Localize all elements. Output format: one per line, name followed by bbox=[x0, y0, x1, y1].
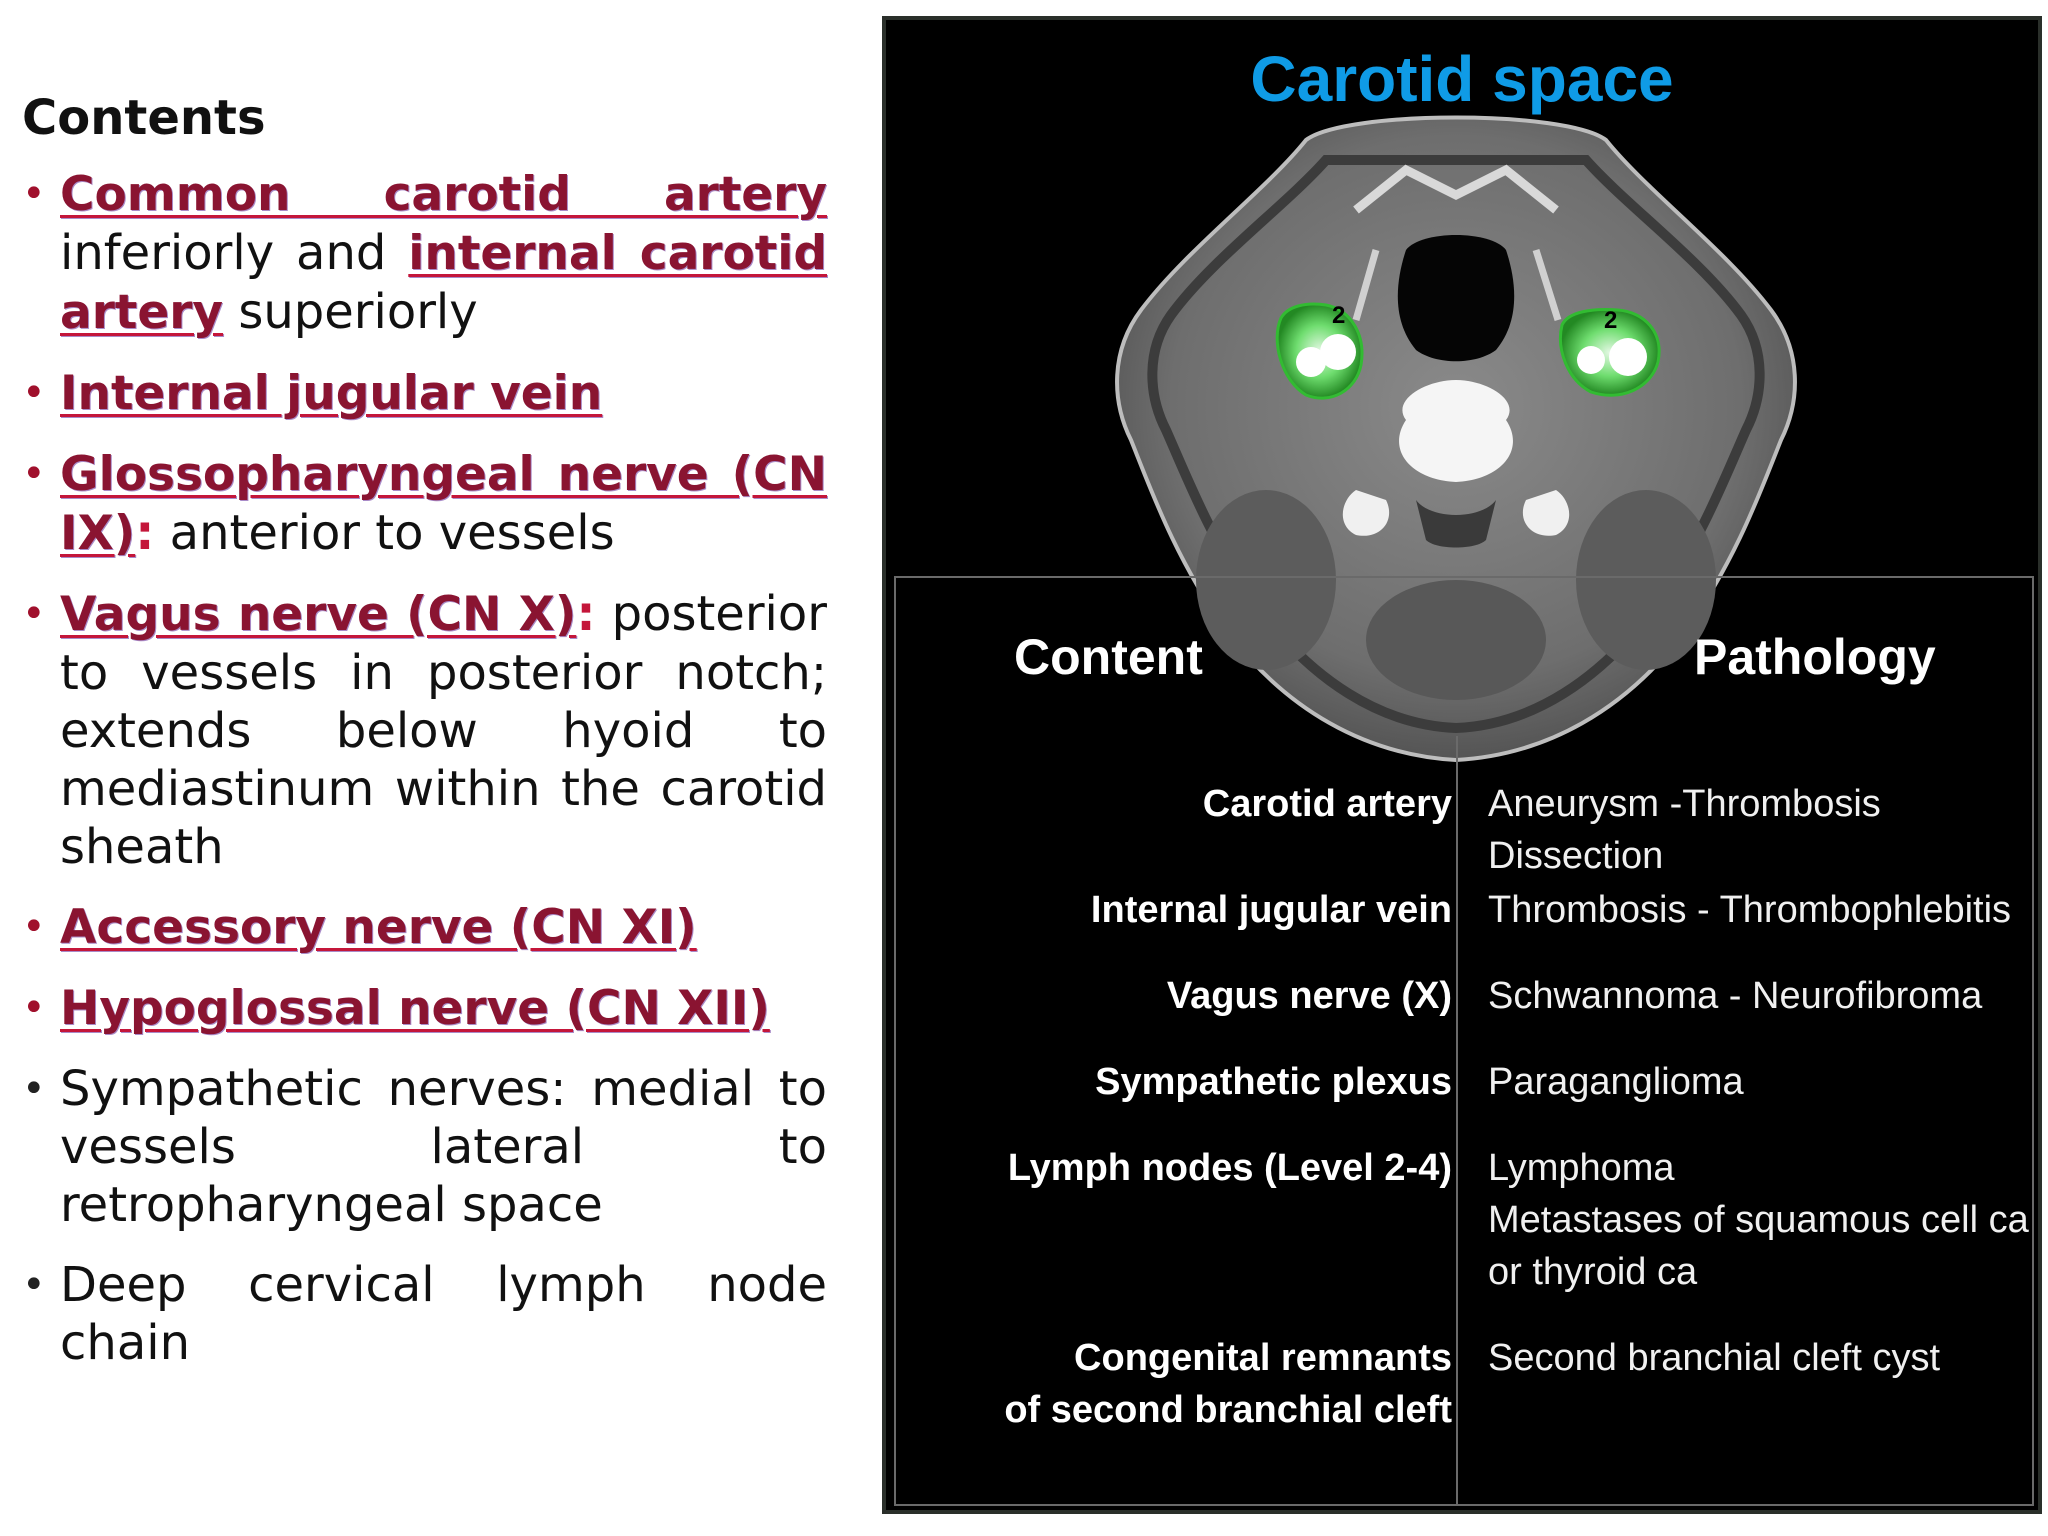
content-cell: Internal jugular vein bbox=[1090, 889, 1452, 931]
pathology-cell: Paraganglioma bbox=[1488, 1061, 1744, 1103]
content-cell: Vagus nerve (X) bbox=[1166, 975, 1452, 1017]
bullet-icon: • bbox=[22, 1261, 46, 1308]
carotid-text-superiorly: superiorly bbox=[223, 283, 478, 340]
contents-heading: Contents bbox=[22, 90, 266, 146]
internal-carotid-artery-link[interactable]: internal carotid artery bbox=[60, 225, 827, 340]
sympathetic-text: Sympathetic nerves: medial to vessels lateral to retropharyngeal space bbox=[60, 1060, 827, 1233]
pathology-cell: Second branchial cleft cyst bbox=[1488, 1337, 1941, 1379]
bullet-icon: • bbox=[22, 369, 46, 416]
bullet-icon: • bbox=[22, 903, 46, 950]
glosso-colon: : bbox=[135, 504, 155, 561]
accessory-nerve-link[interactable]: Accessory nerve (CN XI) bbox=[60, 899, 697, 955]
list-item-deep-cervical bbox=[22, 1256, 827, 1372]
content-column-header: Content bbox=[1014, 629, 1203, 685]
internal-jugular-vein-link[interactable]: Internal jugular vein bbox=[60, 365, 603, 421]
carotid-text-inferiorly: inferiorly and bbox=[60, 224, 409, 281]
glossopharyngeal-nerve-link[interactable]: Glossopharyngeal nerve (CN IX) bbox=[60, 446, 827, 561]
hypoglossal-nerve-link[interactable]: Hypoglossal nerve (CN XII) bbox=[60, 980, 770, 1036]
column-divider bbox=[1456, 736, 1458, 1506]
list-item-sympathetic bbox=[22, 1060, 827, 1234]
contents-list bbox=[22, 165, 827, 1372]
vertebral-body bbox=[1399, 380, 1513, 482]
vagus-nerve-link[interactable]: Vagus nerve (CN X) bbox=[60, 586, 577, 642]
common-carotid-artery-link[interactable]: Common carotid artery bbox=[60, 166, 827, 222]
pathology-cell: Schwannoma - Neurofibroma bbox=[1488, 975, 1983, 1017]
content-pathology-table bbox=[894, 576, 2034, 1506]
bullet-icon: • bbox=[22, 450, 46, 497]
content-cell: Carotid artery bbox=[1202, 783, 1452, 825]
pathology-cell: Thrombosis - Thrombophlebitis bbox=[1488, 889, 2012, 931]
vagus-text: posterior to vessels in posterior notch; extends below hyoid to mediastinum within the carotid sheath bbox=[60, 585, 827, 875]
bullet-icon: • bbox=[22, 1065, 46, 1112]
list-item-internal-jugular-vein bbox=[22, 364, 827, 423]
pathology-cell: Aneurysm -Thrombosis Dissection bbox=[1488, 783, 1881, 877]
list-item-glossopharyngeal bbox=[22, 445, 827, 563]
list-item-hypoglossal bbox=[22, 979, 827, 1038]
content-cell: Lymph nodes (Level 2-4) bbox=[1007, 1147, 1452, 1189]
list-item-carotid-artery bbox=[22, 165, 827, 342]
ct-label-left: 2 bbox=[1332, 302, 1346, 329]
deep-cervical-text: Deep cervical lymph node chain bbox=[60, 1256, 827, 1371]
figure-title: Carotid space bbox=[1250, 43, 1674, 115]
carotid-space-figure bbox=[882, 16, 2042, 1514]
pathology-column-header: Pathology bbox=[1694, 629, 1936, 685]
list-item-accessory bbox=[22, 898, 827, 957]
contents-column bbox=[22, 92, 827, 1394]
bullet-icon: • bbox=[22, 984, 46, 1031]
content-cell: Congenital remnants of second branchial cleft bbox=[1004, 1337, 1452, 1431]
pathology-cell: Lymphoma Metastases of squamous cell ca or thyroid ca bbox=[1488, 1147, 2029, 1293]
glosso-text: anterior to vessels bbox=[154, 504, 615, 561]
bullet-icon: • bbox=[22, 170, 46, 217]
content-cell: Sympathetic plexus bbox=[1095, 1061, 1452, 1103]
list-item-vagus bbox=[22, 585, 827, 876]
ct-label-right: 2 bbox=[1604, 307, 1618, 334]
airway bbox=[1398, 235, 1514, 361]
bullet-icon: • bbox=[22, 590, 46, 637]
vagus-colon: : bbox=[576, 585, 596, 642]
